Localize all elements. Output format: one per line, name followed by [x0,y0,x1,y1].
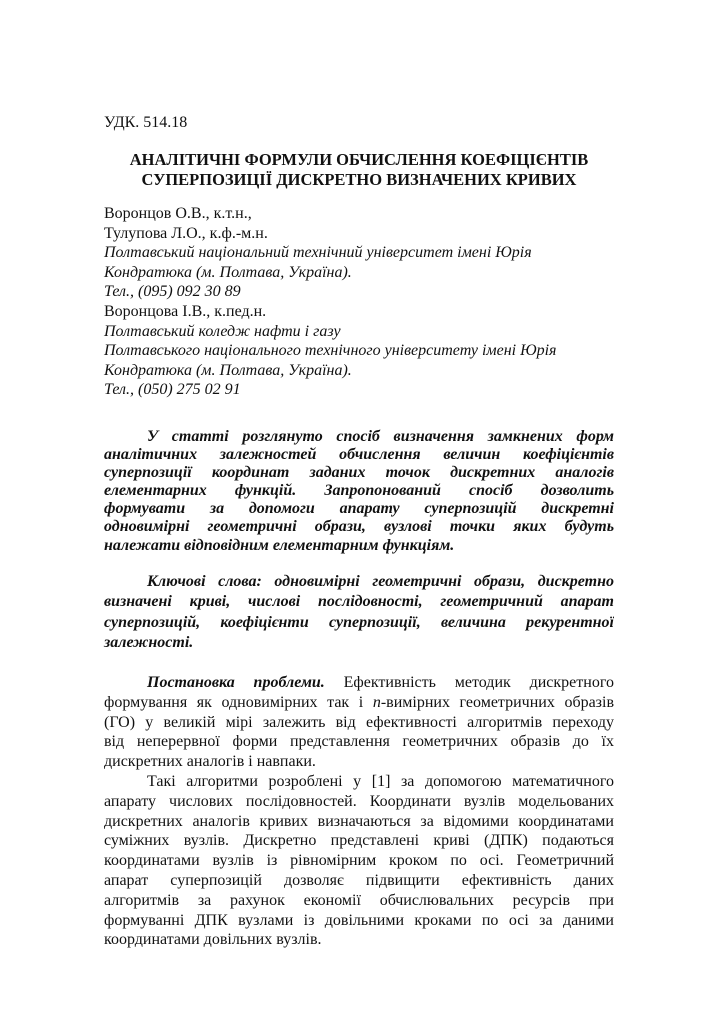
keywords-line: визначені криві, числові послідовності, геометричний апарат [104,593,614,611]
author-info-line: Полтавського національного технічного університету імені Юрія [104,342,557,360]
text-segment: -вимірних геометричних образів [380,693,614,711]
author-info-line: Кондратюка (м. Полтава, Україна). [104,263,352,281]
abstract-line: У статті розглянуто спосіб визначення замкнених форм [147,428,614,445]
paragraph-line [104,871,614,891]
text-segment: алгоритмів за рахунок економії обчислювальних ресурсів при [104,891,614,909]
paragraph-line [104,911,614,931]
abstract-line: формувати за допомоги апарату суперпозицій дискретні [104,500,614,518]
text-segment: апарат суперпозицій дозволяє підвищити ефективність даних [104,871,614,889]
paragraph-line [104,851,614,871]
text-segment: (ГО) у великій мірі залежить від ефективності алгоритмів переходу [104,713,614,731]
section-heading: Постановка проблеми. [147,674,325,691]
author-info-line: Полтавський національний технічний університет імені Юрія [104,244,532,262]
keywords-line: суперпозицій, коефіцієнти суперпозиції, величина рекурентної [104,613,614,631]
title-line: СУПЕРПОЗИЦІЇ ДИСКРЕТНО ВИЗНАЧЕНИХ КРИВИХ [141,170,577,189]
article-title [104,150,614,190]
text-segment: Такі алгоритми розроблені у [1] за допомогою математичного [147,772,614,790]
abstract-line: належати відповідним елементарним функціям. [104,536,455,554]
author-info-line: Кондратюка (м. Полтава, Україна). [104,361,352,379]
authors-block [104,204,614,400]
text-segment: дискретних аналогів і навпаки. [104,753,316,771]
abstract-line: одновимірні геометричні образи, вузлові точки яких будуть [104,518,614,536]
paragraph-line [104,713,614,733]
text-segment: координатами довільних вузлів. [104,931,322,949]
text-segment: Ефективність методик дискретного [324,674,614,691]
author-info-line: Тел., (095) 092 30 89 [104,283,241,301]
keywords [104,572,614,653]
abstract-line: суперпозиції координат заданих точок дискретних аналогів [104,464,614,482]
text-segment: суміжних вузлів. Дискретно представлені криві (ДПК) подаються [104,832,614,850]
author-info-line: Тулупова Л.О., к.ф.-м.н. [104,224,268,242]
paragraph-line [104,732,614,752]
author-info-line: Тел., (050) 275 02 91 [104,381,241,399]
paragraph-line [104,891,614,911]
udc-text: УДК. 514.18 [104,114,188,131]
paragraph-line [104,831,614,851]
text-segment: формування як одновимірних так і [104,693,373,711]
text-segment: апарату числових послідовностей. Координати вузлів модельованих [104,792,614,810]
text-segment: дискретних аналогів кривих визначаються за відомими координатами [104,812,614,830]
author-info-line: Полтавський коледж нафти і газу [104,322,341,340]
keywords-line: Ключові слова: одновимірні геометричні образи, дискретно [147,573,614,590]
abstract [104,428,614,555]
problem-statement [104,673,614,950]
abstract-line: аналітичних залежностей обчислення величин коефіцієнтів [104,446,614,464]
paragraph-line [104,812,614,832]
paragraph-line [104,673,614,693]
text-segment: формуванні ДПК вузлами із довільними кроками по осі за даними [104,911,614,929]
text-segment: координатами вузлів із рівномірним кроком по осі. Геометричний [104,852,614,870]
paragraph-line [104,930,614,950]
keywords-line: залежності. [104,633,194,651]
text-segment: від неперервної форми представлення геометричних образів до їх [104,733,614,751]
paragraph-line [104,693,614,713]
abstract-line: елементарних функцій. Запропонований спосіб дозволить [104,482,614,500]
author-info-line: Воронцова І.В., к.пед.н. [104,302,267,320]
text-segment: n [372,693,381,711]
author-info-line: Воронцов О.В., к.т.н., [104,205,252,222]
title-line: АНАЛІТИЧНІ ФОРМУЛИ ОБЧИСЛЕННЯ КОЕФІЦІЄНТІВ [129,150,589,169]
paragraph-line [104,752,614,772]
paragraph-line [104,772,614,792]
udc-code [104,113,614,133]
paragraph-line [104,792,614,812]
